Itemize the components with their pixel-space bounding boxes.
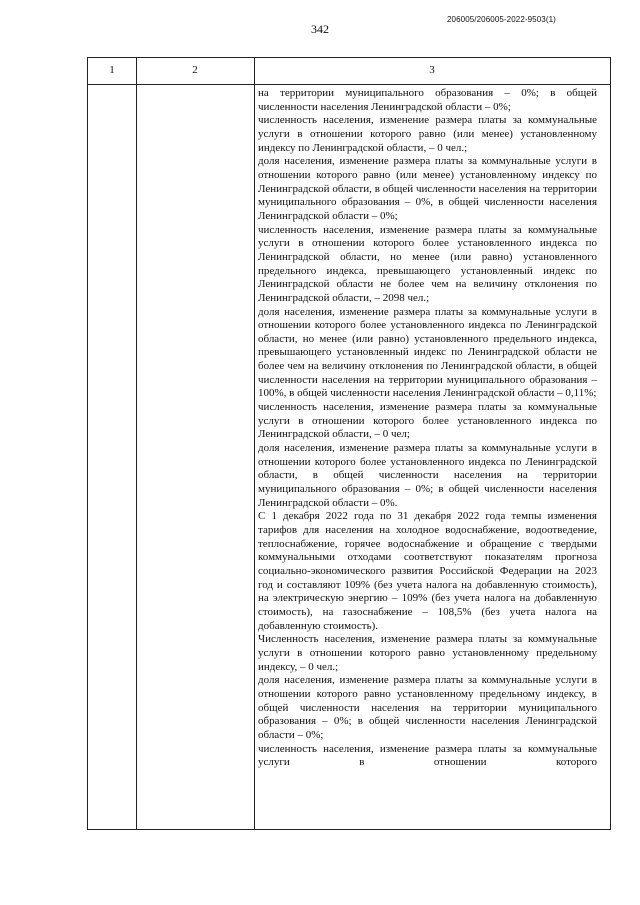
- paragraph: численность населения, изменение размера платы за коммунальные услуги в отношении которого: [258, 742, 597, 769]
- header-row-divider: [88, 84, 610, 85]
- paragraph: численность населения, изменение размера платы за коммунальные услуги в отношении которого более установленного индекса по Ленинградской области, но менее (или равно) установленного предельного индекса, превышающего установленный индекс по Ленинградской области не более чем на величину отклонения по Ленинградской области, – 2098 чел.;: [258, 223, 597, 304]
- column-header-3: 3: [429, 64, 435, 76]
- paragraph: доля населения, изменение размера платы за коммунальные услуги в отношении которого равно (или менее) установленному индексу по Ленинградской области, в общей численности населения на территории муниципального образования – 0%, в общей численности населения Ленинградской области – 0%;: [258, 155, 597, 222]
- paragraph: С 1 декабря 2022 года по 31 декабря 2022 года темпы изменения тарифов для населения на холодное водоснабжение, водоотведение, теплоснабжение, горячее водоснабжение и обращение с твердыми коммунальными отходами соответствуют показателям прогноза социально-экономического развития Российской Федерации на 2023 год и составляют 109% (без учета налога на добавленную стоимость), на электрическую энергию – 109% (без учета налога на добавленную стоимость), на газоснабжение – 108,5% (без учета налога на добавленную стоимость).: [258, 510, 597, 632]
- paragraph: доля населения, изменение размера платы за коммунальные услуги в отношении которого более установленного индекса по Ленинградской области, в общей численности населения на территории муниципального образования – 0%; в общей численности населения Ленинградской области – 0%.: [258, 442, 597, 509]
- column-divider-2: [254, 58, 255, 829]
- page-number: 342: [311, 22, 329, 36]
- paragraph: численность населения, изменение размера платы за коммунальные услуги в отношении которого более установленного индекса по Ленинградской области, – 0 чел;: [258, 401, 597, 441]
- paragraph: доля населения, изменение размера платы за коммунальные услуги в отношении которого более установленного индекса по Ленинградской области, но менее (или равно) установленного предельного индекса, превышающего установленный индекс по Ленинградской области не более чем на величину отклонения по Ленинградской области, в общей численности населения на территории муниципального образования – 100%, в общей численности населения Ленинградской области – 0,11%;: [258, 305, 597, 400]
- document-table: [87, 57, 611, 830]
- column-header-1: 1: [109, 64, 115, 76]
- paragraph: численность населения, изменение размера платы за коммунальные услуги в отношении которого равно (или менее) установленному индексу по Ленинградской области, – 0 чел.;: [258, 114, 597, 154]
- paragraph: доля населения, изменение размера платы за коммунальные услуги в отношении которого равно установленному предельному индексу, в общей численности населения на территории муниципального образования – 0%; в общей численности населения Ленинградской области – 0%;: [258, 674, 597, 741]
- column-divider-1: [136, 58, 137, 829]
- column-3-cell: [258, 87, 597, 770]
- paragraph: на территории муниципального образования – 0%; в общей численности населения Ленинградской области – 0%;: [258, 87, 597, 113]
- column-header-2: 2: [192, 64, 198, 76]
- document-code: 206005/206005-2022-9503(1): [447, 15, 556, 24]
- paragraph: Численность населения, изменение размера платы за коммунальные услуги в отношении которого равно установленному предельному индексу, – 0 чел.;: [258, 633, 597, 673]
